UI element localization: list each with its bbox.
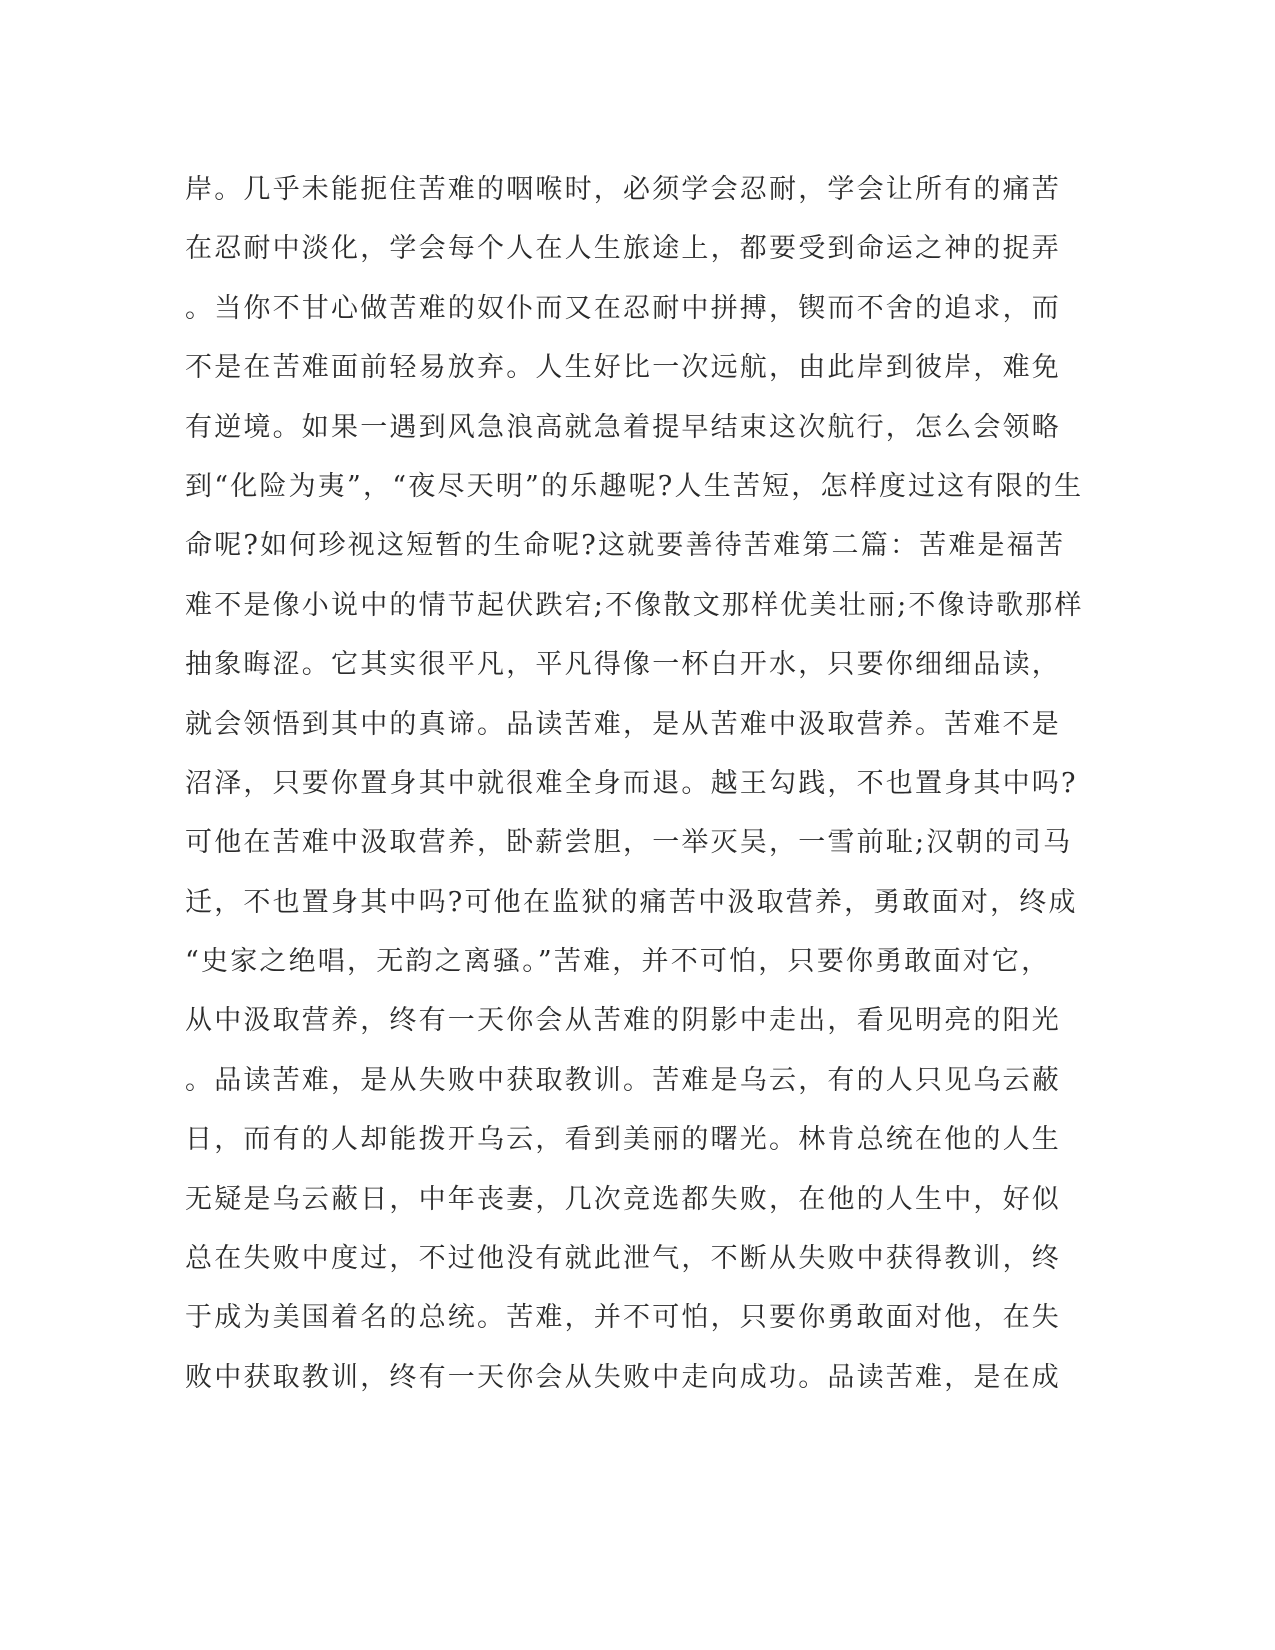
- text-line: 有逆境。如果一遇到风急浪高就急着提早结束这次航行，怎么会领略: [185, 411, 1061, 443]
- text-line: 可他在苦难中汲取营养，卧薪尝胆，一举灭吴，一雪前耻;汉朝的司马: [185, 827, 1073, 859]
- text-line: 。品读苦难，是从失败中获取教训。苦难是乌云，有的人只见乌云蔽: [185, 1064, 1061, 1096]
- text-line: 无疑是乌云蔽日，中年丧妻，几次竞选都失败，在他的人生中，好似: [185, 1183, 1061, 1215]
- text-line: 日，而有的人却能拨开乌云，看到美丽的曙光。林肯总统在他的人生: [185, 1124, 1061, 1156]
- text-line: 总在失败中度过，不过他没有就此泄气，不断从失败中获得教训，终: [185, 1243, 1061, 1275]
- text-line: 岸。几乎未能扼住苦难的咽喉时，必须学会忍耐，学会让所有的痛苦: [185, 174, 1061, 205]
- text-line: 沼泽，只要你置身其中就很难全身而退。越王勾践，不也置身其中吗?: [185, 767, 1078, 799]
- text-line: 。当你不甘心做苦难的奴仆而又在忍耐中拼搏，锲而不舍的追求，而: [185, 292, 1061, 324]
- text-line: 败中获取教训，终有一天你会从失败中走向成功。品读苦难，是在成: [185, 1361, 1061, 1393]
- text-line: “史家之绝唱，无韵之离骚。”苦难，并不可怕，只要你勇敢面对它，: [185, 946, 1051, 978]
- text-line: 到“化险为夷”，“夜尽天明”的乐趣呢?人生苦短，怎样度过这有限的生: [185, 470, 1084, 502]
- text-line: 就会领悟到其中的真谛。品读苦难，是从苦难中汲取营养。苦难不是: [185, 708, 1061, 740]
- body-text: [185, 160, 1085, 1407]
- text-line: 抽象晦涩。它其实很平凡，平凡得像一杯白开水，只要你细细品读，: [185, 649, 1061, 681]
- text-line: 不是在苦难面前轻易放弃。人生好比一次远航，由此岸到彼岸，难免: [185, 352, 1061, 384]
- text-line: 在忍耐中淡化，学会每个人在人生旅途上，都要受到命运之神的捉弄: [185, 233, 1061, 265]
- text-line: 从中汲取营养，终有一天你会从苦难的阴影中走出，看见明亮的阳光: [185, 1005, 1061, 1037]
- text-line: 于成为美国着名的总统。苦难，并不可怕，只要你勇敢面对他，在失: [185, 1302, 1061, 1334]
- text-line: 难不是像小说中的情节起伏跌宕;不像散文那样优美壮丽;不像诗歌那样: [185, 589, 1084, 621]
- text-line: 命呢?如何珍视这短暂的生命呢?这就要善待苦难第二篇：苦难是福苦: [185, 530, 1066, 562]
- text-line: 迁，不也置身其中吗?可他在监狱的痛苦中汲取营养，勇敢面对，终成: [185, 886, 1078, 918]
